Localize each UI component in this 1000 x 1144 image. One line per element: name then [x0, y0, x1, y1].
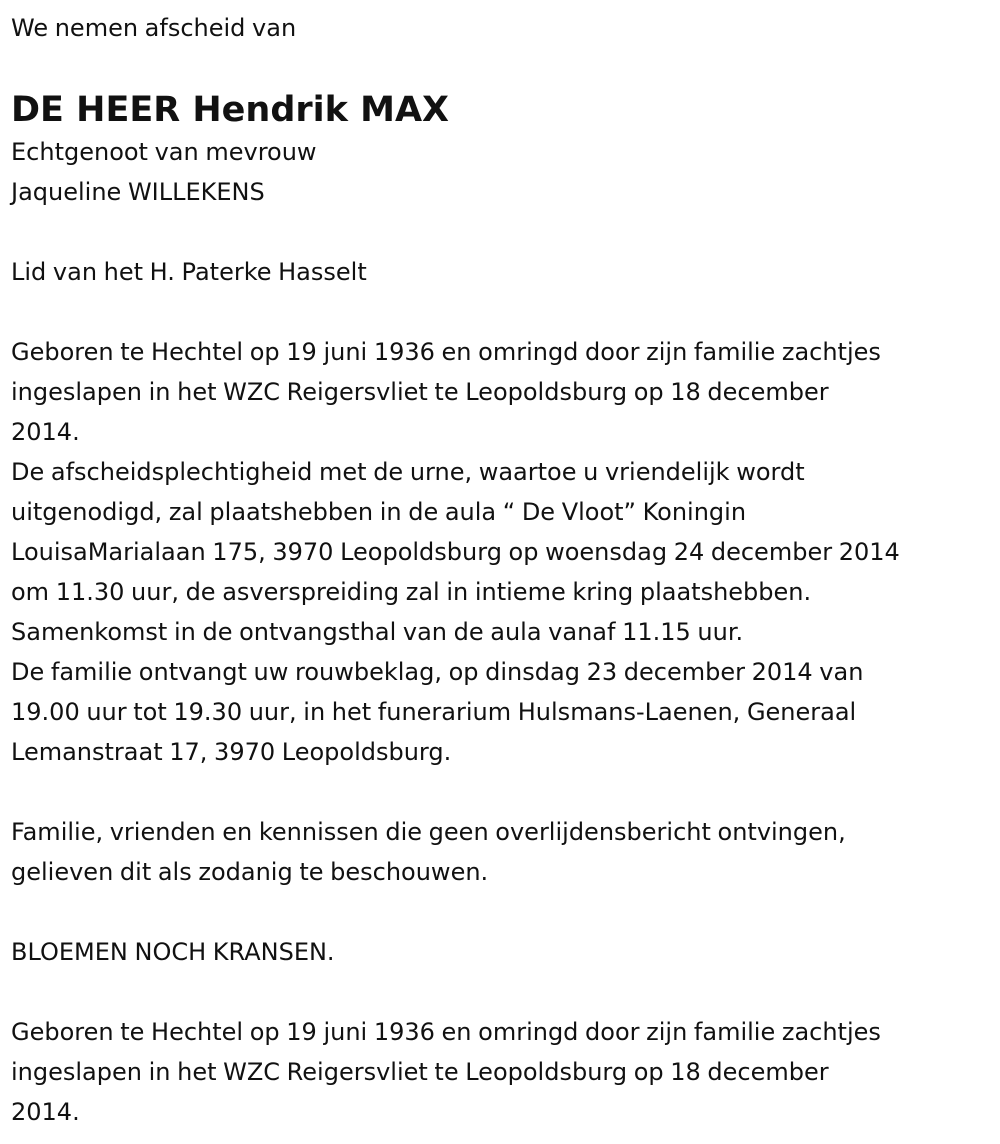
family-notice-paragraph	[11, 812, 990, 892]
paragraph-line: 2014.	[11, 418, 80, 446]
paragraph-line: ingeslapen in het WZC Reigersvliet te Leopoldsburg op 18 december	[11, 378, 829, 406]
paragraph-line: om 11.30 uur, de asverspreiding zal in intieme kring plaatshebben.	[11, 578, 812, 606]
deceased-name: DE HEER Hendrik MAX	[11, 90, 450, 130]
birth-death-paragraph	[11, 332, 990, 452]
paragraph-line: 2014.	[11, 1098, 80, 1126]
spacer	[11, 892, 990, 932]
spacer	[11, 212, 990, 252]
spouse-line-2: Jaqueline WILLEKENS	[11, 178, 265, 206]
paragraph-line: uitgenodigd, zal plaatshebben in de aula “ De Vloot” Koningin	[11, 498, 747, 526]
flowers-notice: BLOEMEN NOCH KRANSEN.	[11, 938, 335, 966]
spacer	[11, 772, 990, 812]
paragraph-line: Geboren te Hechtel op 19 juni 1936 en omringd door zijn familie zachtjes	[11, 1018, 881, 1046]
paragraph-line: Geboren te Hechtel op 19 juni 1936 en omringd door zijn familie zachtjes	[11, 338, 881, 366]
paragraph-line: ingeslapen in het WZC Reigersvliet te Leopoldsburg op 18 december	[11, 1058, 829, 1086]
paragraph-line: LouisaMarialaan 175, 3970 Leopoldsburg op woensdag 24 december 2014	[11, 538, 900, 566]
repeat-paragraph	[11, 1012, 990, 1132]
spouse-line-1: Echtgenoot van mevrouw	[11, 138, 317, 166]
paragraph-line: gelieven dit als zodanig te beschouwen.	[11, 858, 489, 886]
paragraph-line: Samenkomst in de ontvangsthal van de aula vanaf 11.15 uur.	[11, 618, 744, 646]
spacer	[11, 972, 990, 1012]
paragraph-line: De afscheidsplechtigheid met de urne, waartoe u vriendelijk wordt	[11, 458, 805, 486]
spacer	[11, 292, 990, 332]
paragraph-line: Lemanstraat 17, 3970 Leopoldsburg.	[11, 738, 452, 766]
ceremony-paragraph	[11, 452, 990, 772]
paragraph-line: Familie, vrienden en kennissen die geen overlijdensbericht ontvingen,	[11, 818, 846, 846]
membership-text: Lid van het H. Paterke Hasselt	[11, 258, 367, 286]
paragraph-line: De familie ontvangt uw rouwbeklag, op dinsdag 23 december 2014 van	[11, 658, 864, 686]
intro-text: We nemen afscheid van	[11, 14, 297, 42]
paragraph-line: 19.00 uur tot 19.30 uur, in het funerarium Hulsmans-Laenen, Generaal	[11, 698, 857, 726]
